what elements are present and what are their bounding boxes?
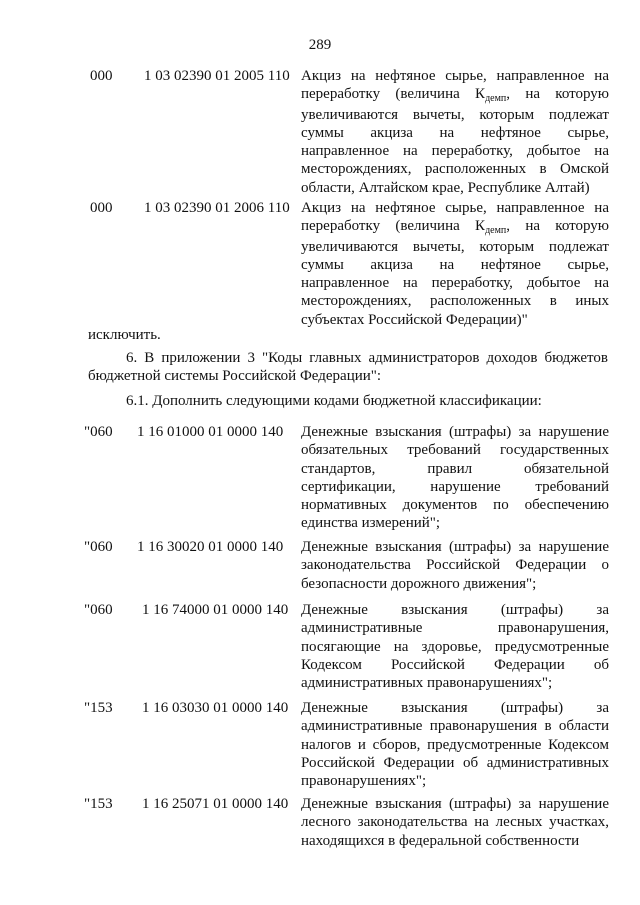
description-line: суммы акциза на нефтяное сырье, xyxy=(301,124,609,141)
description-line: обязательных требований государственных xyxy=(301,442,609,459)
description-line: административные правонарушения в области xyxy=(301,718,609,735)
description-line: переработку (величина $К_{демп}$, на которую xyxy=(301,218,609,237)
budget-classification-code: 1 16 03030 01 0000 140 xyxy=(142,700,289,716)
code-description xyxy=(301,67,609,197)
description-line: посягающие на здоровье, предусмотренные xyxy=(301,638,609,655)
admin-code: 000 xyxy=(90,200,113,216)
description-line: сертификации, нарушение требований xyxy=(301,478,609,495)
description-line: Акциз на нефтяное сырье, направленное на xyxy=(301,200,609,216)
code-description xyxy=(301,199,609,329)
admin-code: 000 xyxy=(90,68,113,84)
code-description xyxy=(301,795,609,850)
description-line: Российской Федерации об административных xyxy=(301,754,609,771)
code-description xyxy=(301,423,609,533)
description-line: Денежные взыскания (штрафы) за нарушение xyxy=(301,796,609,812)
description-line: субъектах Российской Федерации)" xyxy=(301,311,528,328)
subscript-text: демп xyxy=(485,225,507,237)
paragraph-line: 6. В приложении 3 "Коды главных администраторов доходов бюджетов xyxy=(126,350,608,366)
paragraph-line: бюджетной системы Российской Федерации": xyxy=(88,368,382,385)
paragraph-6-1: 6.1. Дополнить следующими кодами бюджетной классификации: xyxy=(126,393,542,409)
description-line: лесного законодательства на лесных участках, xyxy=(301,814,609,831)
budget-classification-code: 1 03 02390 01 2006 110 xyxy=(144,200,290,216)
description-line: Денежные взыскания (штрафы) за нарушение xyxy=(301,424,609,440)
description-line: единства измерений"; xyxy=(301,515,441,532)
description-line: направленное на переработку, добытое на xyxy=(301,275,609,292)
description-line: безопасности дорожного движения"; xyxy=(301,575,537,592)
description-line: Денежные взыскания (штрафы) за xyxy=(301,602,609,618)
description-line: Денежные взыскания (штрафы) за нарушение xyxy=(301,539,609,555)
code-description xyxy=(301,601,609,692)
description-line: суммы акциза на нефтяное сырье, xyxy=(301,256,609,273)
description-line: области, Алтайском крае, Республике Алтай) xyxy=(301,179,590,196)
description-line: административных правонарушениях"; xyxy=(301,675,553,692)
description-line: административные правонарушения, xyxy=(301,620,609,637)
code-description xyxy=(301,699,609,790)
description-line: правонарушениях"; xyxy=(301,773,427,790)
description-line: Денежные взыскания (штрафы) за xyxy=(301,700,609,716)
budget-classification-code: 1 03 02390 01 2005 110 xyxy=(144,68,290,84)
description-line: направленное на переработку, добытое на xyxy=(301,143,609,160)
description-line: нормативных документов по обеспечению xyxy=(301,497,609,514)
budget-classification-code: 1 16 01000 01 0000 140 xyxy=(137,424,284,440)
description-line: переработку (величина $К_{демп}$, на которую xyxy=(301,86,609,105)
budget-classification-code: 1 16 25071 01 0000 140 xyxy=(142,796,289,812)
admin-code: "060 xyxy=(84,424,113,440)
page-number: 289 xyxy=(308,37,332,53)
admin-code: "060 xyxy=(84,539,113,555)
description-line: Акциз на нефтяное сырье, направленное на xyxy=(301,68,609,84)
budget-classification-code: 1 16 74000 01 0000 140 xyxy=(142,602,289,618)
description-line: месторождениях, расположенных в Омской xyxy=(301,161,609,178)
description-line: увеличиваются вычеты, которым подлежат xyxy=(301,238,609,255)
description-line: стандартов, правил обязательной xyxy=(301,460,609,477)
paragraph-6 xyxy=(88,349,608,386)
description-line: Кодексом Российской Федерации об xyxy=(301,656,609,673)
description-line: законодательства Российской Федерации о xyxy=(301,557,609,574)
exclude-text: исключить. xyxy=(88,327,161,343)
description-line: месторождениях, расположенных в иных xyxy=(301,293,609,310)
admin-code: "060 xyxy=(84,602,113,618)
code-description xyxy=(301,538,609,593)
description-line: находящихся в федеральной собственности xyxy=(301,832,580,849)
admin-code: "153 xyxy=(84,796,113,812)
description-line: увеличиваются вычеты, которым подлежат xyxy=(301,106,609,123)
budget-classification-code: 1 16 30020 01 0000 140 xyxy=(137,539,284,555)
subscript-text: демп xyxy=(485,93,507,105)
admin-code: "153 xyxy=(84,700,113,716)
description-line: налогов и сборов, предусмотренные Кодексом xyxy=(301,736,609,753)
